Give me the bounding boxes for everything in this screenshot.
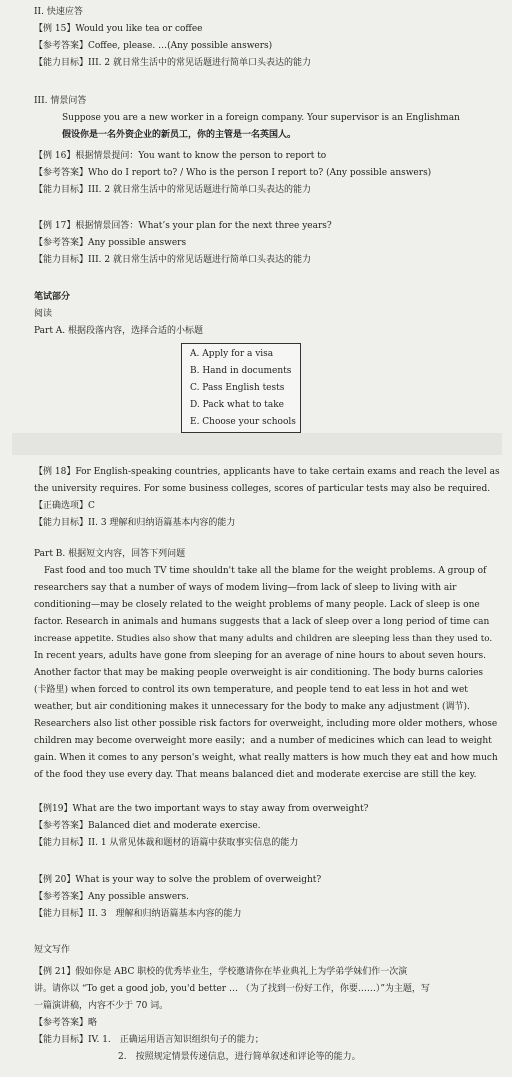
option-d: D. Pack what to take — [190, 400, 284, 410]
answer-19: 【参考答案】Balanced diet and moderate exercise. — [34, 821, 261, 831]
writing-section-heading: 短文写作 — [34, 945, 71, 955]
passage-line: of the food they use every day. That means balanced diet and moderate exercise are still the key. — [34, 770, 477, 780]
answer-20: 【参考答案】Any possible answers. — [34, 892, 189, 902]
passage-line: increase appetite. Studies also show that many adults and children are sleeping less than they used to. — [34, 634, 493, 644]
passage-line: (卡路里) when forced to control its own temperature, and people tend to eat less in hot and wet — [34, 685, 468, 695]
passage-line: Researchers also list other possible risk factors for overweight, including more older mothers, whose — [34, 719, 498, 729]
example-21-line-2: 讲。请你以 “To get a good job, you'd better … （为了找到一份好工作，你要……）”为主题，写 — [34, 984, 430, 994]
section-heading-quick-response: II. 快速应答 — [34, 7, 83, 17]
passage-line: factor. Research in animals and humans suggests that a lack of sleep over a long period of time can — [34, 617, 490, 627]
example-17: 【例 17】根据情景回答：What’s your plan for the next three years? — [34, 221, 332, 231]
option-e: E. Choose your schools — [190, 417, 296, 427]
example-18-line-2: the university requires. For some business colleges, scores of particular tests may also be required. — [34, 484, 491, 494]
passage-line: In recent years, adults have gone from sleeping for an average of nine hours to about seven hours. — [34, 651, 486, 661]
answer-17: 【参考答案】Any possible answers — [34, 238, 187, 248]
goal-16: 【能力目标】III. 2 就日常生活中的常见话题进行简单口头表达的能力 — [34, 185, 311, 195]
example-19: 【例19】What are the two important ways to stay away from overweight? — [34, 804, 369, 814]
goal-15: 【能力目标】III. 2 就日常生活中的常见话题进行简单口头表达的能力 — [34, 58, 311, 68]
scan-shadow — [12, 433, 502, 455]
answer-15: 【参考答案】Coffee, please. …(Any possible answers) — [34, 41, 273, 51]
goal-18: 【能力目标】II. 3 理解和归纳语篇基本内容的能力 — [34, 518, 236, 528]
example-21-line-3: 一篇演讲稿，内容不少于 70 词。 — [34, 1001, 169, 1011]
example-20: 【例 20】What is your way to solve the problem of overweight? — [34, 875, 322, 885]
passage-line: Another factor that may be making people overweight is air conditioning. The body burns calories — [34, 668, 484, 678]
passage-line: weather, but air conditioning makes it unnecessary for the body to make any adjustment (调节). — [34, 702, 470, 712]
passage-line: children may become overweight more easily；and a number of medicines which can lead to weight — [34, 736, 492, 746]
section-heading-situational: III. 情景问答 — [34, 96, 87, 106]
goal-20: 【能力目标】II. 3 理解和归纳语篇基本内容的能力 — [34, 909, 242, 919]
passage-line: gain. When it comes to any person's weight, what really matters is how much they eat and how much — [34, 753, 498, 763]
answer-16: 【参考答案】Who do I report to? / Who is the person I report to? (Any possible answers) — [34, 168, 432, 178]
example-18-line-1: 【例 18】For English-speaking countries, applicants have to take certain exams and reach the level as — [34, 467, 500, 477]
option-a: A. Apply for a visa — [190, 349, 274, 359]
goal-19: 【能力目标】II. 1 从常见体裁和题材的语篇中获取事实信息的能力 — [34, 838, 299, 848]
goal-17: 【能力目标】III. 2 就日常生活中的常见话题进行简单口头表达的能力 — [34, 255, 311, 265]
example-16: 【例 16】根据情景提问：You want to know the person to report to — [34, 151, 327, 161]
scenario-english: Suppose you are a new worker in a foreign company. Your supervisor is an Englishman — [62, 113, 460, 123]
part-b-heading: Part B. 根据短文内容，回答下列问题 — [34, 549, 186, 559]
answer-18: 【正确选项】C — [34, 501, 95, 511]
example-15: 【例 15】Would you like tea or coffee — [34, 24, 203, 34]
options-box — [181, 343, 301, 433]
answer-21: 【参考答案】略 — [34, 1018, 98, 1028]
goal-21-line-2: 2. 按照规定情景传递信息，进行简单叙述和评论等的能力。 — [118, 1052, 361, 1062]
part-a-heading: Part A. 根据段落内容，选择合适的小标题 — [34, 326, 204, 336]
passage-line: Fast food and too much TV time shouldn't take all the blame for the weight problems. A group of — [44, 566, 487, 576]
option-c: C. Pass English tests — [190, 383, 285, 393]
example-21-line-1: 【例 21】假如你是 ABC 职校的优秀毕业生，学校邀请你在毕业典礼上为学弟学妹们作一次演 — [34, 967, 408, 977]
written-section-heading: 笔试部分 — [34, 292, 71, 302]
scenario-chinese: 假设你是一名外资企业的新员工，你的主管是一名英国人。 — [62, 130, 297, 140]
passage-line: researchers say that a number of ways of modem living—from lack of sleep to living with air — [34, 583, 457, 593]
option-b: B. Hand in documents — [190, 366, 292, 376]
reading-heading: 阅读 — [34, 309, 53, 319]
passage-line: conditioning—may be closely related to the weight problems of many people. Lack of sleep is one — [34, 600, 480, 610]
goal-21-line-1: 【能力目标】IV. 1. 正确运用语言知识组织句子的能力； — [34, 1035, 264, 1045]
